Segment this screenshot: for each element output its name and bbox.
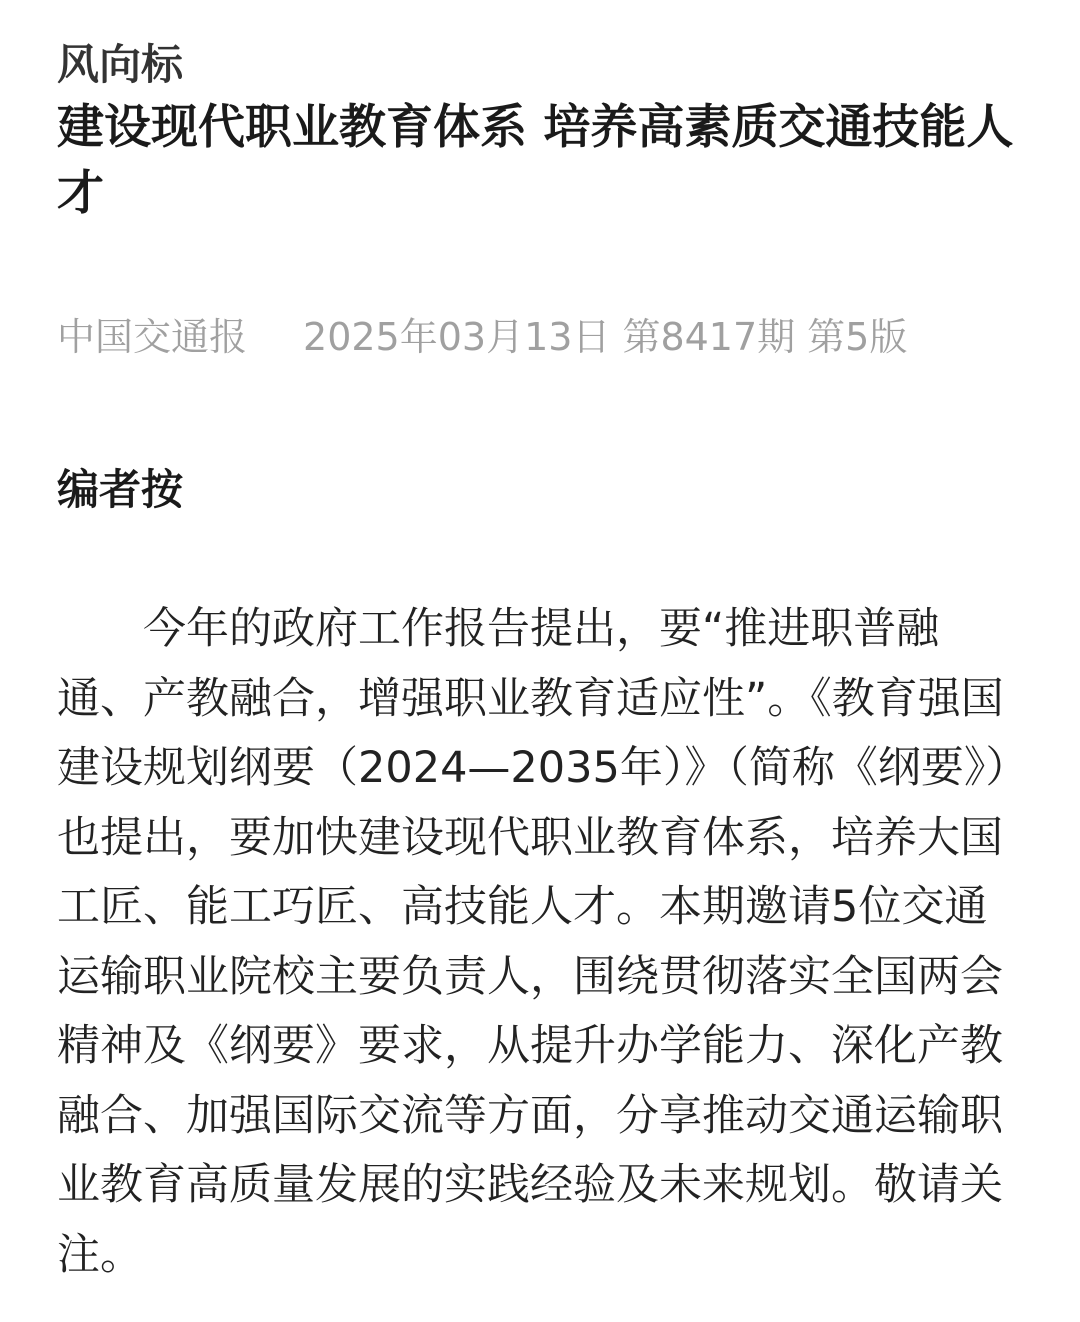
source-name: 中国交通报 xyxy=(57,315,248,359)
editor-note-heading: 编者按 xyxy=(57,465,184,514)
issue-number: 第8417期 xyxy=(622,315,796,359)
article-title: 建设现代职业教育体系 培养高素质交通技能人才 xyxy=(57,100,1014,221)
column-label: 风向标 xyxy=(57,40,184,89)
editor-note-body: 今年的政府工作报告提出，要“推进职普融通、产教融合，增强职业教育适应性”。《教育强国建设规划纲要（2024—2035年）》（简称《纲要》）也提出，要加快建设现代职业教育体系，培养大国工匠、能工巧匠、高技能人才。本期邀请5位交通运输职业院校主要负责人，围绕贯彻落实全国两会精神及《纲要》要求，从提升办学能力、深化产教融合、加强国际交流等方面，分享推动交通运输职业教育高质量发展的实践经验及未来规划。敬请关注。 xyxy=(57,604,1007,1280)
article-meta xyxy=(57,312,1023,362)
page-number: 第5版 xyxy=(807,315,908,359)
publish-date: 2025年03月13日 xyxy=(303,315,611,359)
